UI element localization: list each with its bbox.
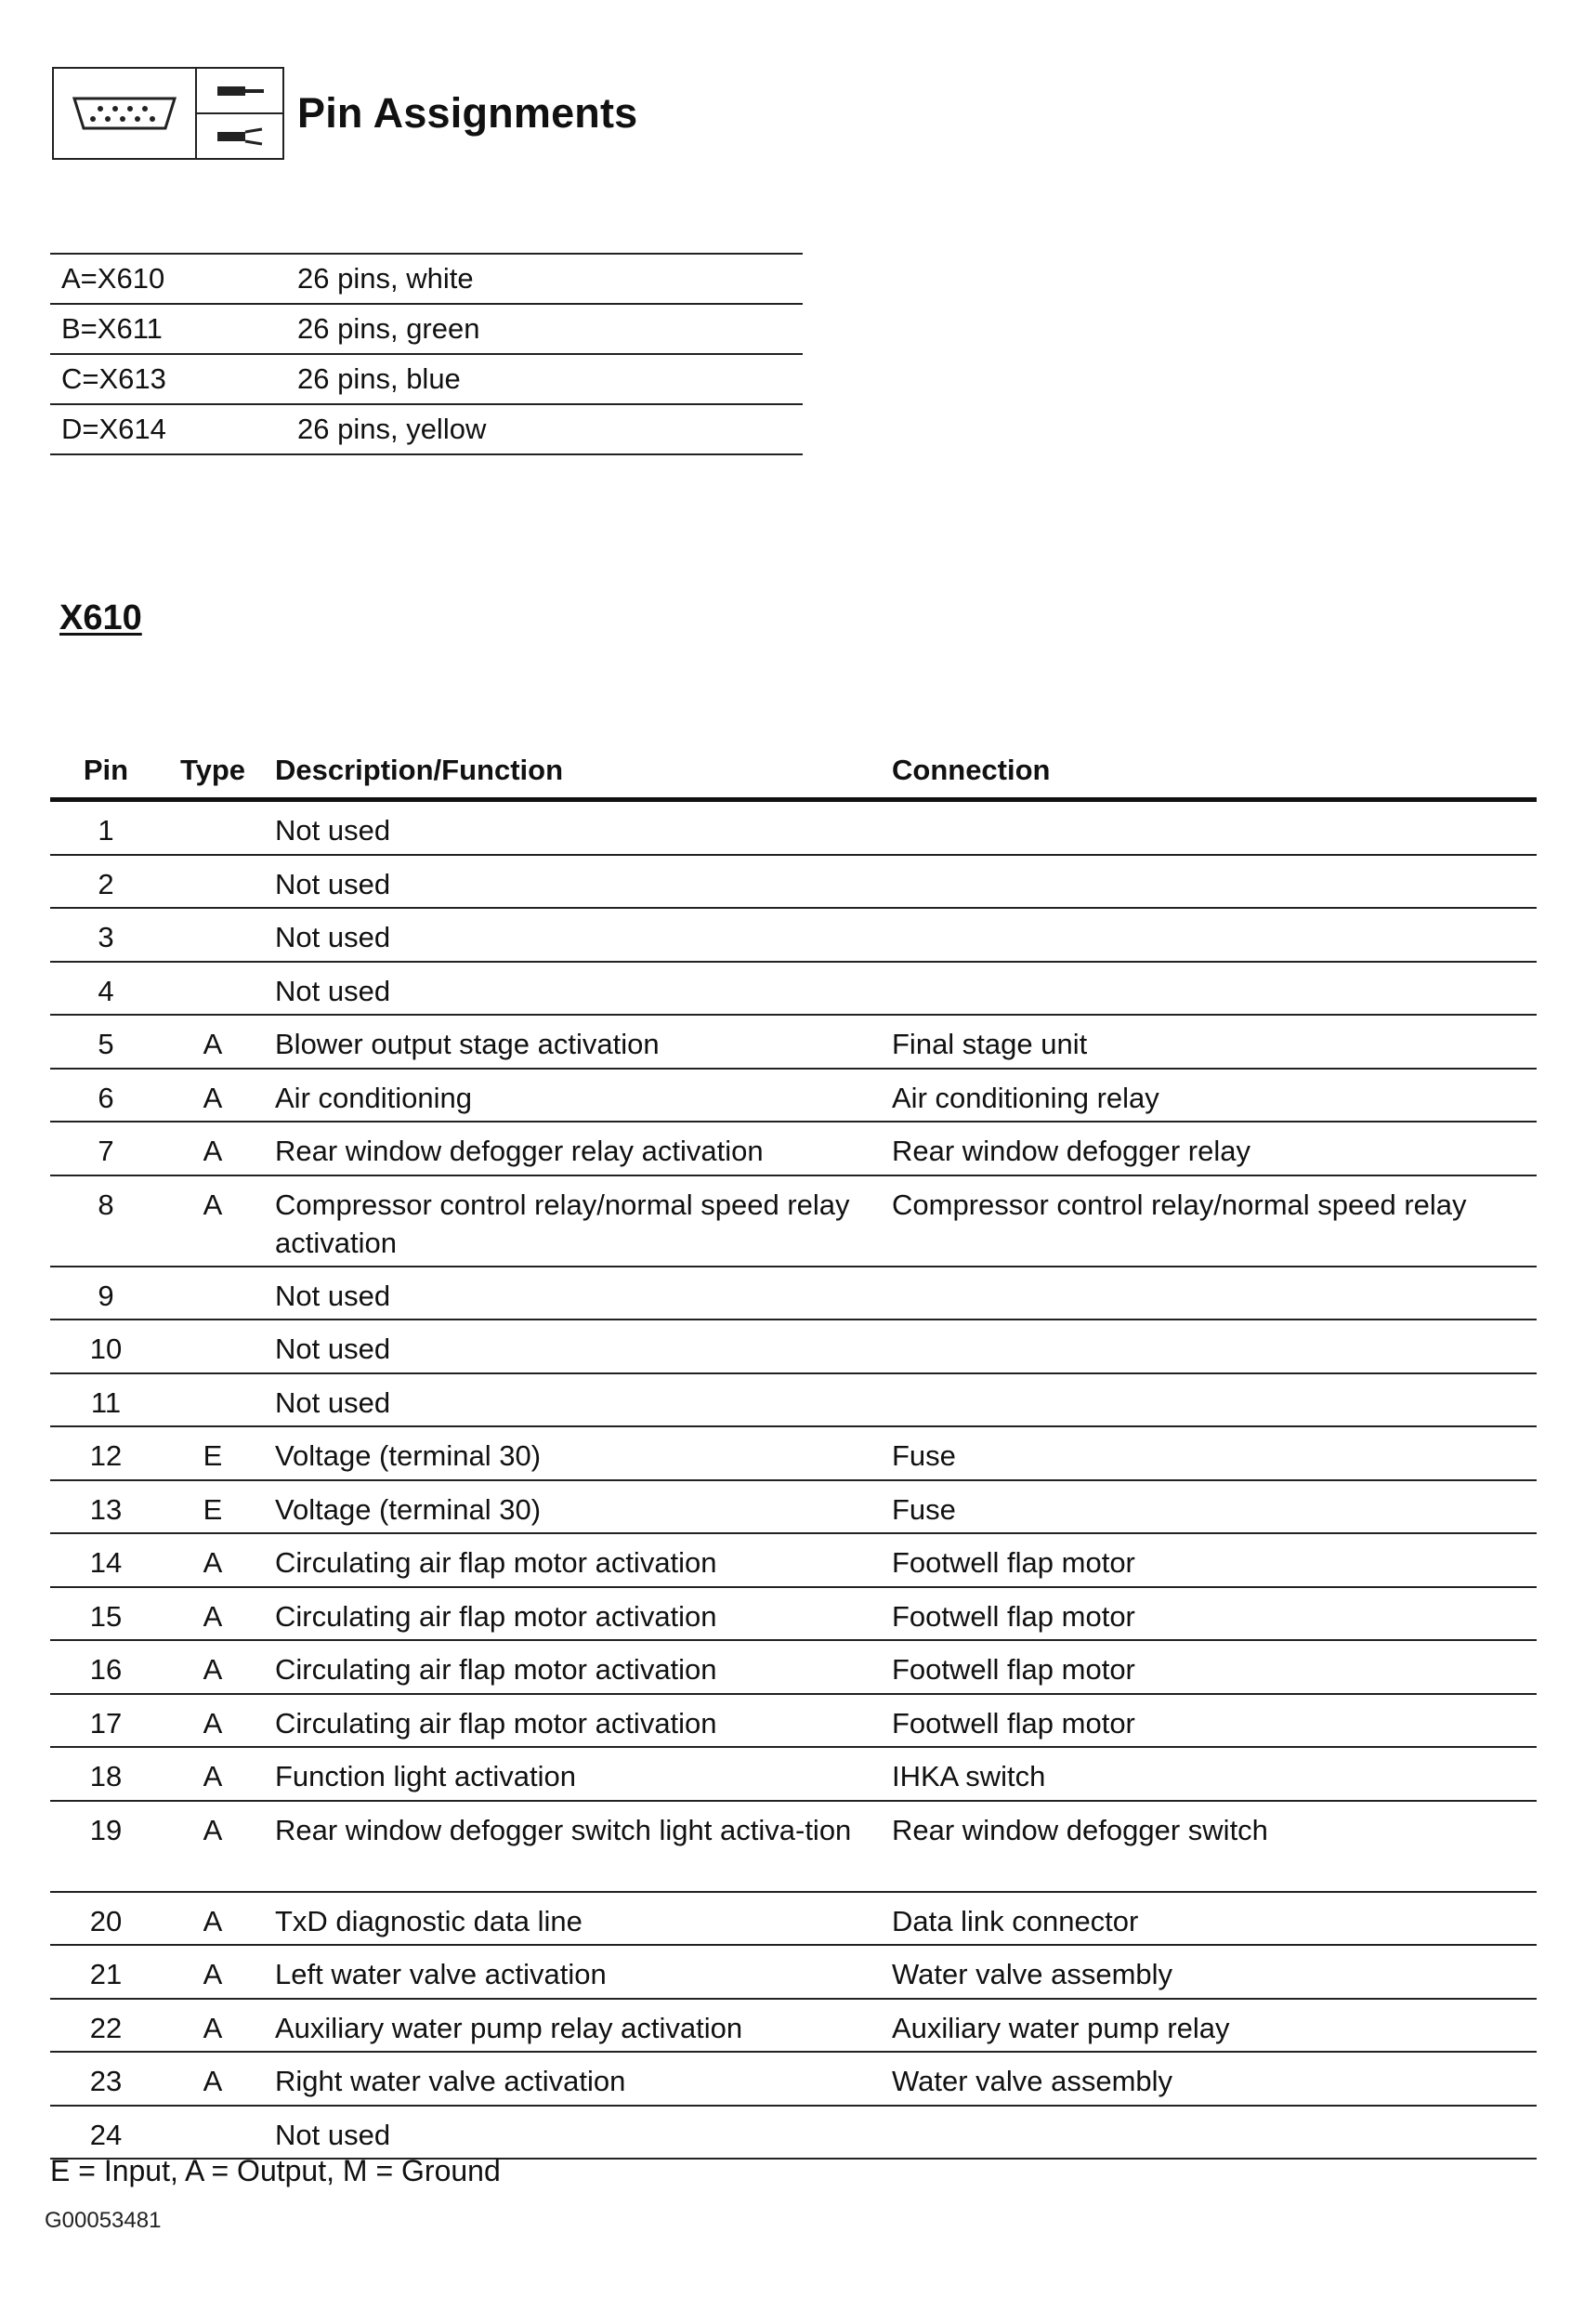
pin-number: 10	[89, 1333, 123, 1365]
pin-type: A	[203, 1081, 223, 1114]
pin-connection: Final stage unit	[892, 1028, 1088, 1060]
pin-number: 11	[90, 1385, 122, 1419]
table-row	[50, 1534, 1537, 1588]
pin-description: Circulating air flap motor activation	[275, 1546, 717, 1579]
pin-description: Voltage (terminal 30)	[275, 1492, 542, 1526]
pin-number: 13	[89, 1492, 123, 1526]
table-row	[50, 1320, 1537, 1374]
pin-type: A	[203, 1904, 223, 1937]
pin-connection: Data link connector	[892, 1904, 1139, 1937]
pin-number: 17	[89, 1706, 123, 1740]
header-pin: Pin	[83, 754, 129, 786]
pin-number: 4	[98, 974, 114, 1007]
connector-row	[50, 305, 803, 355]
table-row	[50, 2000, 1537, 2054]
pin-terminal-icons	[197, 69, 282, 158]
table-row	[50, 1893, 1537, 1947]
pin-connection: Fuse	[892, 1439, 956, 1472]
pin-description: Not used	[275, 974, 391, 1007]
pin-number: 6	[98, 1081, 114, 1114]
pin-type: A	[203, 2011, 223, 2044]
pin-number: 7	[98, 1135, 114, 1167]
pin-connection: Footwell flap motor	[892, 1546, 1135, 1579]
table-row	[50, 963, 1537, 1017]
pin-type: A	[203, 1706, 223, 1740]
table-row	[50, 1481, 1537, 1535]
table-row	[50, 1641, 1537, 1695]
connector-row	[50, 355, 803, 405]
pin-type: A	[203, 1760, 223, 1792]
pin-description: Compressor control relay/normal speed relay activation	[275, 1188, 850, 1259]
connector-spec: 26 pins, white	[297, 262, 474, 295]
pin-number: 20	[89, 1904, 123, 1937]
pin-number: 9	[98, 1279, 114, 1312]
pin-description: Rear window defogger relay activation	[275, 1135, 764, 1167]
female-pin-icon	[197, 114, 282, 158]
header-description: Description/Function	[275, 754, 563, 786]
connector-symbol	[52, 67, 284, 160]
pin-number: 23	[89, 2065, 123, 2097]
table-row	[50, 2107, 1537, 2160]
pin-number: 24	[89, 2118, 123, 2151]
pin-number: 2	[98, 867, 114, 900]
connector-spec: 26 pins, yellow	[297, 413, 487, 445]
pin-description: Blower output stage activation	[275, 1028, 660, 1060]
pin-type: A	[203, 1028, 223, 1060]
pin-connection: Footwell flap motor	[892, 1706, 1135, 1740]
page-title: Pin Assignments	[297, 89, 638, 137]
pin-connection: Air conditioning relay	[892, 1081, 1159, 1114]
pin-description: Not used	[275, 1385, 391, 1419]
plug-connector-icon	[54, 69, 197, 158]
pin-description: Circulating air flap motor activation	[275, 1706, 717, 1740]
pin-number: 5	[98, 1028, 114, 1060]
table-row	[50, 856, 1537, 910]
table-row	[50, 1427, 1537, 1481]
pin-type: A	[203, 1188, 223, 1221]
male-pin-icon	[197, 69, 282, 114]
pin-connection: Footwell flap motor	[892, 1653, 1135, 1686]
pin-type: A	[203, 1546, 223, 1579]
table-row	[50, 1176, 1537, 1267]
pin-number: 8	[98, 1188, 114, 1221]
table-row	[50, 1016, 1537, 1070]
table-row	[50, 1588, 1537, 1642]
pin-description: Circulating air flap motor activation	[275, 1653, 717, 1686]
table-row	[50, 2053, 1537, 2107]
table-row	[50, 909, 1537, 963]
pin-number: 12	[89, 1439, 123, 1472]
pin-type: A	[203, 1599, 223, 1633]
pin-connection: Compressor control relay/normal speed relay	[892, 1188, 1467, 1221]
pin-description: Right water valve activation	[275, 2065, 626, 2097]
connector-spec: 26 pins, blue	[297, 362, 461, 395]
pin-connection: Auxiliary water pump relay	[892, 2011, 1230, 2044]
pin-number: 3	[98, 921, 114, 953]
pin-description: Not used	[275, 1279, 391, 1312]
header-connection: Connection	[892, 754, 1051, 786]
pin-description: TxD diagnostic data line	[275, 1904, 583, 1937]
pin-connection: Rear window defogger relay	[892, 1135, 1250, 1167]
pin-description: Not used	[275, 867, 391, 900]
table-row	[50, 1695, 1537, 1749]
pin-description: Rear window defogger switch light activa-tion	[275, 1813, 852, 1846]
pin-type: A	[203, 1958, 223, 1990]
pin-type: A	[203, 1813, 223, 1846]
pin-description: Air conditioning	[275, 1081, 472, 1114]
page-header	[52, 67, 637, 160]
table-row	[50, 1946, 1537, 2000]
pin-description: Voltage (terminal 30)	[275, 1439, 542, 1472]
pin-table	[50, 743, 1537, 2160]
pin-type: A	[203, 1135, 223, 1167]
pin-connection: IHKA switch	[892, 1760, 1046, 1792]
pin-number: 18	[89, 1760, 123, 1792]
table-row	[50, 1374, 1537, 1428]
pin-connection: Fuse	[892, 1492, 956, 1526]
section-title: X610	[59, 598, 142, 637]
connector-id: B=X611	[61, 312, 163, 345]
pin-type: A	[203, 2065, 223, 2097]
pin-description: Not used	[275, 2118, 391, 2151]
pin-number: 15	[89, 1599, 123, 1633]
pin-connection: Water valve assembly	[892, 1958, 1173, 1990]
pin-connection: Rear window defogger switch	[892, 1813, 1268, 1846]
table-row	[50, 1267, 1537, 1321]
pin-number: 1	[98, 814, 114, 847]
table-row	[50, 1123, 1537, 1176]
pin-description: Circulating air flap motor activation	[275, 1599, 717, 1633]
pin-description: Not used	[275, 921, 391, 953]
pin-number: 16	[89, 1653, 123, 1686]
connector-row	[50, 405, 803, 455]
pin-description: Function light activation	[275, 1760, 576, 1792]
connector-id: A=X610	[61, 262, 165, 295]
figure-code: G00053481	[45, 2208, 162, 2233]
pin-description: Auxiliary water pump relay activation	[275, 2011, 743, 2044]
table-row	[50, 1748, 1537, 1802]
header-type: Type	[179, 754, 246, 786]
pin-type: E	[203, 1492, 223, 1526]
pin-number: 14	[89, 1546, 123, 1579]
connector-id: C=X613	[61, 362, 166, 395]
table-header	[50, 743, 1537, 802]
connector-row	[50, 255, 803, 305]
pin-connection: Water valve assembly	[892, 2065, 1173, 2097]
pin-connection: Footwell flap motor	[892, 1599, 1135, 1633]
pin-number: 21	[89, 1958, 123, 1990]
pin-description: Not used	[275, 1333, 391, 1365]
pin-number: 22	[89, 2011, 123, 2044]
table-row	[50, 1802, 1537, 1893]
pin-description: Left water valve activation	[275, 1958, 607, 1990]
type-legend: E = Input, A = Output, M = Ground	[50, 2154, 501, 2187]
connector-list	[50, 253, 803, 455]
pin-type: E	[203, 1439, 223, 1472]
table-row	[50, 1070, 1537, 1123]
connector-id: D=X614	[61, 413, 166, 445]
pin-type: A	[203, 1653, 223, 1686]
pin-description: Not used	[275, 814, 391, 847]
pin-number: 19	[89, 1813, 123, 1846]
table-row	[50, 802, 1537, 856]
connector-spec: 26 pins, green	[297, 312, 480, 345]
